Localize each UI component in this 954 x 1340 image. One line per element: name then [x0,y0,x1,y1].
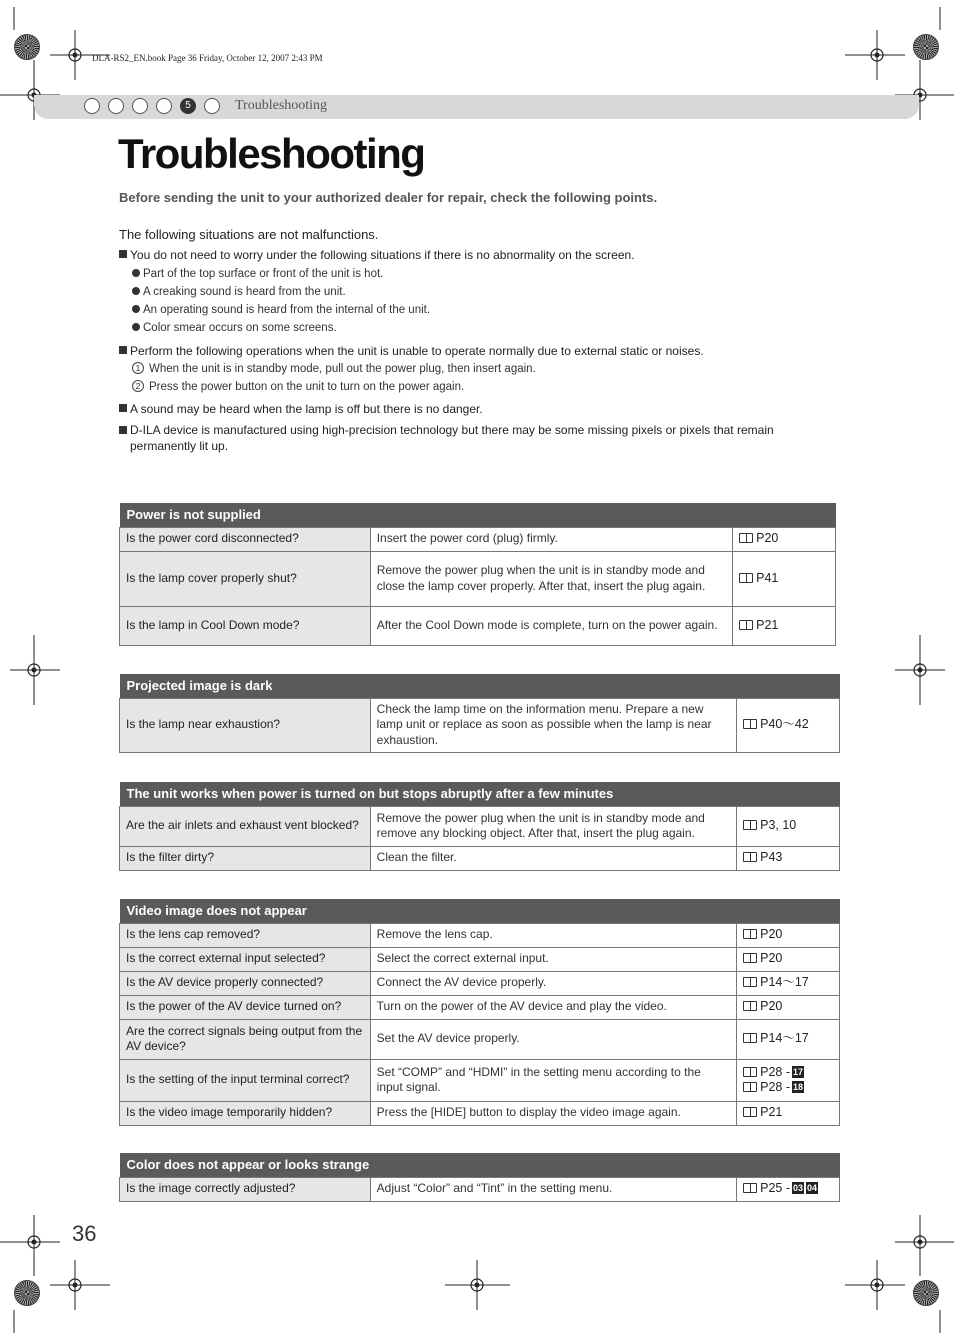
round-bullet-icon [132,269,140,277]
book-icon [739,620,753,630]
bullet-text: Part of the top surface or front of the unit is hot. [143,268,384,280]
page-number: 36 [72,1221,97,1246]
note-1-text: You do not need to worry under the following situations if there is no abnormality on the screen. [130,248,635,262]
book-icon [743,1067,757,1077]
step-text: When the unit is in standby mode, pull out the power plug, then insert again. [149,363,536,375]
book-icon [743,953,757,963]
book-icon [743,1033,757,1043]
question-cell: Is the lamp cover properly shut? [120,551,371,606]
question-cell: Are the correct signals being output from the AV device? [120,1019,371,1059]
step-item [132,378,819,396]
book-icon [743,1082,757,1092]
answer-cell: Remove the lens cap. [370,923,736,947]
note-3-text: A sound may be heard when the lamp is off but there is no danger. [130,402,483,416]
answer-cell: Remove the power plug when the unit is in standby mode and remove any blocking object. After that, insert the plug again. [370,806,736,846]
table-row [120,971,840,995]
table-title: The unit works when power is turned on but stops abruptly after a few minutes [120,782,840,806]
step-number: 1 [132,362,144,374]
breadcrumb-section: Troubleshooting [235,98,328,113]
answer-cell: Turn on the power of the AV device and play the video. [370,995,736,1019]
book-icon [739,573,753,583]
table-title: Projected image is dark [120,674,840,698]
step-item [132,360,819,378]
chapter-dot [84,98,100,114]
book-icon [739,533,753,543]
answer-cell: Insert the power cord (plug) firmly. [370,527,732,551]
reference-cell [737,995,840,1019]
table-row [120,527,836,551]
answer-cell: Select the correct external input. [370,947,736,971]
table-title: Color does not appear or looks strange [120,1153,840,1177]
lead-text: Before sending the unit to your authorized dealer for repair, check the following points. [119,190,658,205]
question-cell: Is the correct external input selected? [120,947,371,971]
book-icon [743,977,757,987]
page-reference: P28 - [760,1064,790,1079]
answer-cell: Clean the filter. [370,846,736,870]
chapter-dot-active: 5 [180,98,196,114]
question-cell: Is the setting of the input terminal correct? [120,1059,371,1101]
page-reference: P21 [760,1105,783,1120]
answer-cell: Adjust “Color” and “Tint” in the setting menu. [370,1177,736,1201]
note-2 [119,344,819,358]
table-row [120,551,836,606]
page-reference: P25 - [760,1181,790,1196]
bullet-text: Color smear occurs on some screens. [143,322,337,334]
reference-cell [737,1019,840,1059]
reference-cell [733,527,836,551]
answer-cell: Press the [HIDE] button to display the video image again. [370,1101,736,1125]
book-icon [743,820,757,830]
bullet-item [132,319,819,337]
step-number: 2 [132,380,144,392]
table-row [120,947,840,971]
book-icon [743,929,757,939]
round-bullet-icon [132,287,140,295]
page-reference: P41 [756,570,779,585]
intro-heading: The following situations are not malfunctions. [119,227,379,242]
table-row [120,1019,840,1059]
chapter-dot [204,98,220,114]
page-title: Troubleshooting [118,130,425,177]
table-image-dark [119,674,840,753]
note-4-text: D-ILA device is manufactured using high-precision technology but there may be some missing pixels or pixels that remain permanently lit up. [130,423,774,453]
table-color-strange [119,1153,840,1202]
table-row [120,923,840,947]
question-cell: Is the power of the AV device turned on? [120,995,371,1019]
page-reference: P14～17 [760,975,809,990]
book-icon [743,719,757,729]
chapter-dot [132,98,148,114]
answer-cell: After the Cool Down mode is complete, turn on the power again. [370,606,732,645]
item-tag: 18 [793,1082,804,1092]
question-cell: Is the power cord disconnected? [120,527,371,551]
chapter-dot [108,98,124,114]
note-1-bullets [132,265,819,337]
intro-section [119,227,819,454]
reference-cell [737,971,840,995]
bullet-text: A creaking sound is heard from the unit. [143,286,346,298]
page-reference: P20 [760,999,783,1014]
item-tag: 17 [793,1066,804,1077]
square-bullet-icon [119,426,127,434]
reference-cell [737,923,840,947]
round-bullet-icon [132,323,140,331]
item-tag: 04 [807,1183,818,1194]
table-power-not-supplied [119,503,836,646]
reference-cell [737,947,840,971]
answer-cell: Set “COMP” and “HDMI” in the setting menu according to the input signal. [370,1059,736,1101]
book-icon [743,1001,757,1011]
table-stops-abruptly [119,782,840,871]
reference-cell [737,806,840,846]
item-tag: 03 [793,1183,804,1194]
book-icon [743,1183,757,1193]
bullet-item [132,301,819,319]
table-row [120,606,836,645]
table-row [120,995,840,1019]
answer-cell: Remove the power plug when the unit is in standby mode and close the lamp cover properly. After that, insert the plug again. [370,551,732,606]
table-row [120,1059,840,1101]
page-reference: P20 [760,951,783,966]
table-row [120,1177,840,1201]
reference-cell [737,1101,840,1125]
page-reference: P21 [756,617,779,632]
table-row [120,698,840,752]
table-row [120,846,840,870]
reference-line [743,1080,833,1096]
question-cell: Is the lamp near exhaustion? [120,698,371,752]
answer-cell: Check the lamp time on the information menu. Prepare a new lamp unit or replace as soon as possible when the lamp is near exhaustion. [370,698,736,752]
table-no-video [119,899,840,1126]
reference-cell [733,606,836,645]
page-reference: P43 [760,850,783,865]
page-reference: P20 [760,927,783,942]
page-reference: P40～42 [760,717,809,732]
note-2-text: Perform the following operations when the unit is unable to operate normally due to external static or noises. [130,344,704,358]
reference-line [743,1065,833,1081]
table-title: Power is not supplied [120,503,836,527]
reference-cell [737,698,840,752]
note-2-steps [132,360,819,396]
book-icon [743,1107,757,1117]
bullet-item [132,265,819,283]
book-icon [743,852,757,862]
reference-cell [737,1059,840,1101]
table-title: Video image does not appear [120,899,840,923]
question-cell: Is the filter dirty? [120,846,371,870]
question-cell: Is the lens cap removed? [120,923,371,947]
step-text: Press the power button on the unit to turn on the power again. [149,381,465,393]
square-bullet-icon [119,404,127,412]
table-row [120,1101,840,1125]
question-cell: Is the video image temporarily hidden? [120,1101,371,1125]
answer-cell: Set the AV device properly. [370,1019,736,1059]
chapter-dot [156,98,172,114]
note-1 [119,248,819,262]
reference-cell [737,1177,840,1201]
square-bullet-icon [119,346,127,354]
question-cell: Is the image correctly adjusted? [120,1177,371,1201]
page-reference: P3, 10 [760,818,797,833]
chapter-indicator [84,98,220,114]
page-reference: P20 [756,531,779,546]
print-header: DLA-RS2_EN.book Page 36 Friday, October 12, 2007 2:43 PM [92,53,323,63]
reference-cell [733,551,836,606]
page-reference: P28 - [760,1080,790,1094]
square-bullet-icon [119,250,127,258]
table-row [120,806,840,846]
note-4 [119,422,819,454]
reference-cell [737,846,840,870]
bullet-item [132,283,819,301]
page-reference: P14～17 [760,1031,809,1046]
bullet-text: An operating sound is heard from the internal of the unit. [143,304,431,316]
round-bullet-icon [132,305,140,313]
note-3 [119,402,819,416]
question-cell: Are the air inlets and exhaust vent blocked? [120,806,371,846]
question-cell: Is the lamp in Cool Down mode? [120,606,371,645]
answer-cell: Connect the AV device properly. [370,971,736,995]
question-cell: Is the AV device properly connected? [120,971,371,995]
